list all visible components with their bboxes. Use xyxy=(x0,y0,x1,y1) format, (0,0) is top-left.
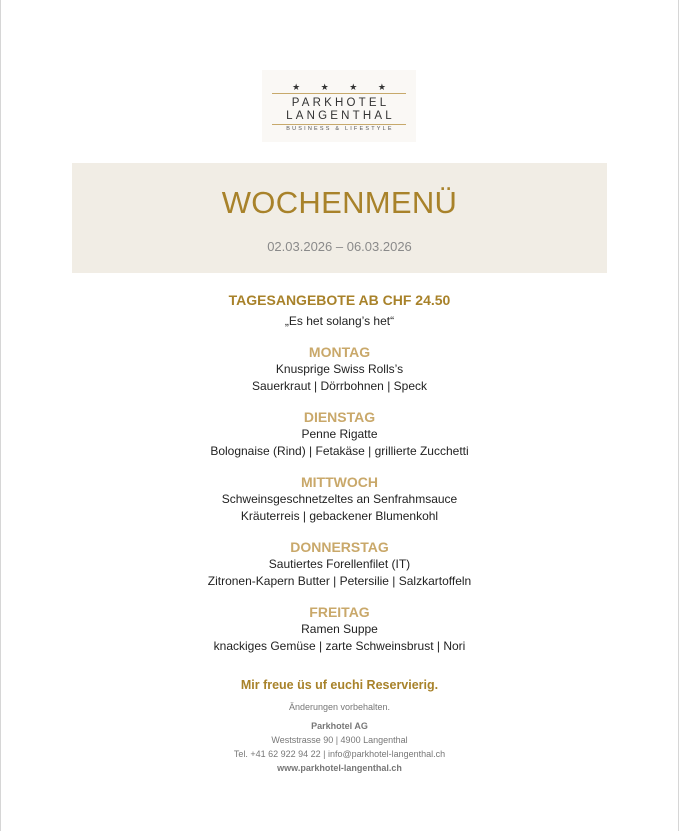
disclaimer-note: Änderungen vorbehalten. xyxy=(288,702,391,712)
day-wednesday xyxy=(0,473,679,525)
day-thursday xyxy=(0,538,679,590)
day-name: DONNERSTAG xyxy=(290,539,389,555)
logo-line-1: PARKHOTEL xyxy=(291,97,390,109)
day-dish: Schweinsgeschnetzeltes an Senfrahmsauce xyxy=(221,492,458,506)
day-sides: Bolognaise (Rind) | Fetakäse | grillierte Zucchetti xyxy=(210,444,469,458)
day-friday xyxy=(0,603,679,655)
header-banner xyxy=(72,163,607,273)
logo-line-2: LANGENTHAL xyxy=(286,110,395,122)
day-monday xyxy=(0,343,679,395)
day-dish: Sautiertes Forellenfilet (IT) xyxy=(268,557,411,571)
day-tuesday xyxy=(0,408,679,460)
footer-company: Parkhotel AG xyxy=(311,721,368,731)
hotel-logo xyxy=(262,70,416,142)
logo-tagline: BUSINESS & LIFESTYLE xyxy=(286,126,394,132)
footer-contact: Tel. +41 62 922 94 22 | info@parkhotel-langenthal.ch xyxy=(233,749,446,759)
day-sides: knackiges Gemüse | zarte Schweinsbrust | Nori xyxy=(213,639,466,653)
day-name: MITTWOCH xyxy=(301,474,378,490)
footer-website: www.parkhotel-langenthal.ch xyxy=(277,763,402,773)
day-sides: Kräuterreis | gebackener Blumenkohl xyxy=(240,509,439,523)
page-title: WOCHENMENÜ xyxy=(221,185,458,220)
footer-address: Weststrasse 90 | 4900 Langenthal xyxy=(271,735,408,745)
day-sides: Zitronen-Kapern Butter | Petersilie | Salzkartoffeln xyxy=(207,574,472,588)
footer xyxy=(0,719,679,775)
day-dish: Ramen Suppe xyxy=(301,622,378,636)
day-sides: Sauerkraut | Dörrbohnen | Speck xyxy=(252,379,427,393)
day-name: MONTAG xyxy=(308,344,371,360)
logo-stars: ★ ★ ★ ★ xyxy=(292,82,395,92)
offer-title: TAGESANGEBOTE AB CHF 24.50 xyxy=(228,292,451,308)
date-range: 02.03.2026 – 06.03.2026 xyxy=(267,239,412,254)
day-dish: Knusprige Swiss Rolls’s xyxy=(275,362,404,376)
offer-subtitle: „Es het solang’s het“ xyxy=(284,314,395,328)
logo-rule-bottom xyxy=(272,124,406,125)
day-name: FREITAG xyxy=(309,604,370,620)
logo-rule-top xyxy=(272,93,406,94)
day-name: DIENSTAG xyxy=(303,409,376,425)
day-dish: Penne Rigatte xyxy=(301,427,378,441)
menu-content xyxy=(0,291,679,775)
closing-message: Mir freue üs uf euchi Reservierig. xyxy=(240,678,439,692)
